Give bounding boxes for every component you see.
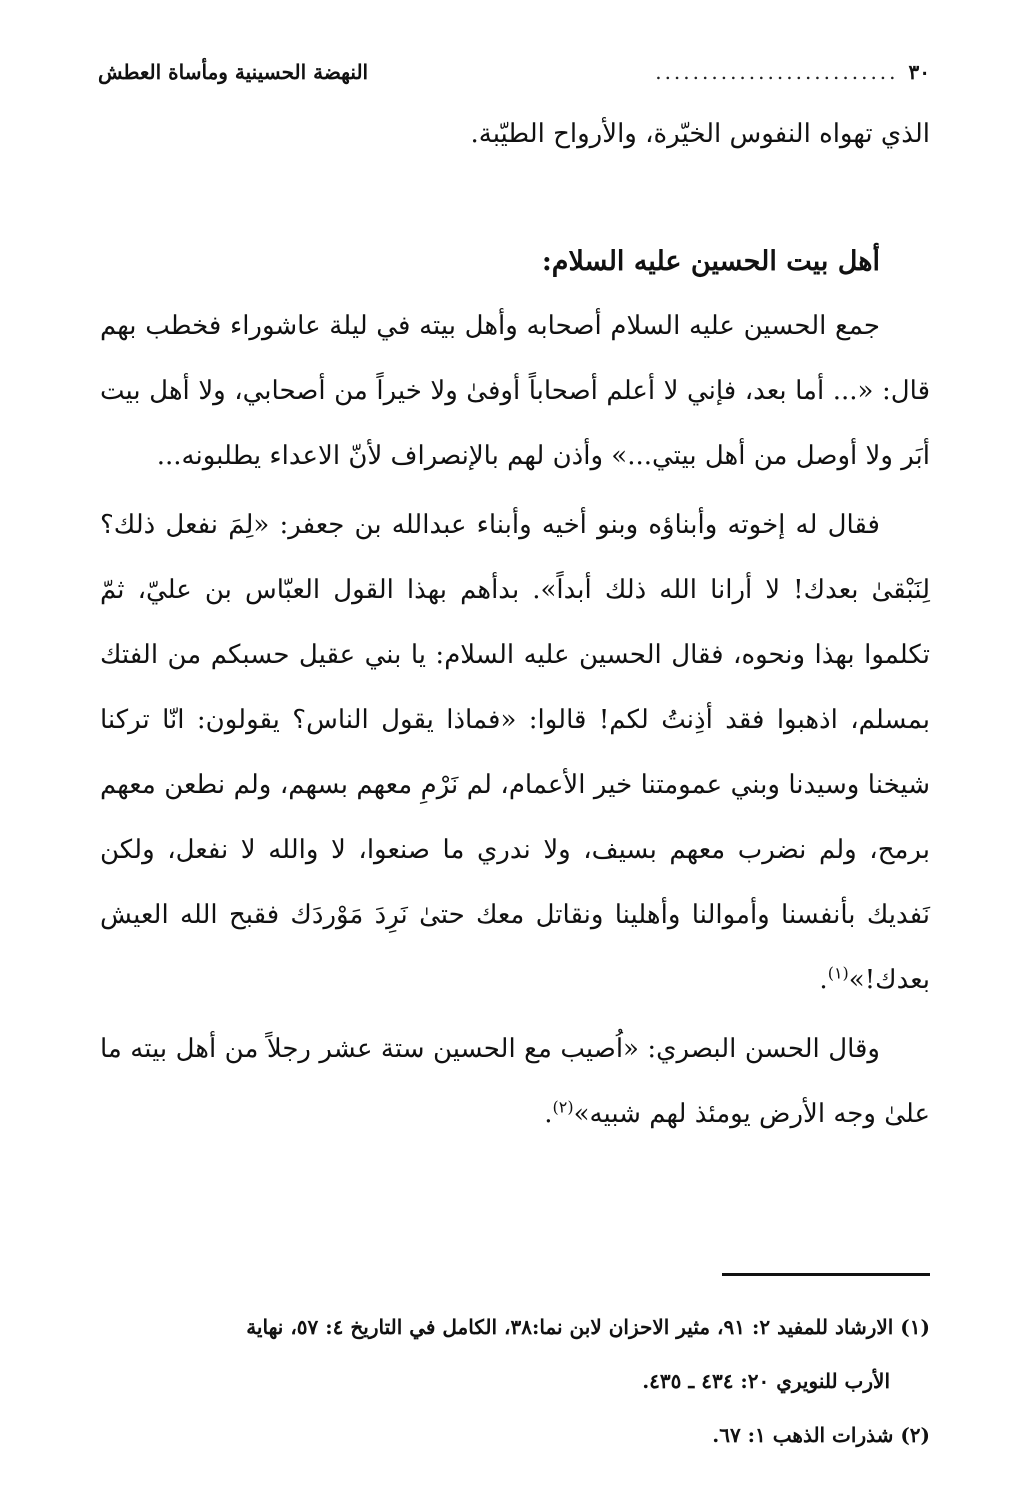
footnote-1-line-1: (١) الارشاد للمفيد ٢: ٩١، مثير الاحزان لابن نما:٣٨، الكامل في التاريخ ٤: ٥٧، نهاية — [246, 1315, 930, 1339]
opening-line: الذي تهواه النفوس الخيّرة، والأرواح الطيّبة. — [470, 119, 930, 149]
running-header — [98, 52, 930, 92]
footnote-2: (٢) شذرات الذهب ١: ٦٧. — [712, 1423, 930, 1447]
paragraph-3-text: وقال الحسن البصري: «اُصيب مع الحسين ستة عشر رجلاً من أهل بيته ما علىٰ وجه الأرض يومئذ لهم شبيه» — [100, 1034, 930, 1129]
footnote-marker-2[interactable]: (٢) — [552, 1097, 574, 1117]
spacer — [100, 167, 930, 229]
leader-dots: .......................... — [655, 60, 899, 84]
footnote-separator — [722, 1273, 930, 1276]
footnotes — [100, 1300, 930, 1462]
footnote-marker-1[interactable]: (١) — [827, 963, 849, 983]
section-heading: أهل بيت الحسين عليه السلام: — [541, 246, 880, 277]
page-number: ٣٠ — [908, 60, 930, 84]
paragraph-3: وقال الحسن البصري: «اُصيب مع الحسين ستة عشر رجلاً من أهل بيته ما علىٰ وجه الأرض يومئذ لهم شبيه»$^{(٢)}$. — [100, 1034, 930, 1129]
book-title: النهضة الحسينية ومأساة العطش — [98, 60, 369, 84]
footnote-1-line-2: الأرب للنويري ٢٠: ٤٣٤ ـ ٤٣٥. — [642, 1369, 890, 1393]
paragraph-2: فقال له إخوته وأبناؤه وبنو أخيه وأبناء عبدالله بن جعفر: «لِمَ نفعل ذلك؟ لِنَبْقىٰ بعدك! لا أرانا الله ذلك أبداً». بدأهم بهذا القول العبّاس بن عليّ، ثمّ تكلموا بهذا ونحوه، فقال الحسين عليه السلام: يا بني عقيل حسبكم من الفتك بمسلم، اذهبوا فقد أذِنتُ لكم! قالوا: «فماذا يقول الناس؟ يقولون: انّا تركنا شيخنا وسيدنا وبني عمومتنا خير الأعمام، لم نَرْمِ معهم بسهم، ولم نطعن معهم برمح، ولم نضرب معهم بسيف، ولا ندري ما صنعوا، لا والله لا نفعل، ولكن نَفديك بأنفسنا وأموالنا وأهلينا ونقاتل معك حتىٰ نَرِدَ مَوْردَك فقبح الله العيش بعدك!»$^{(١)}$. — [100, 510, 930, 995]
paragraph-1: جمع الحسين عليه السلام أصحابه وأهل بيته في ليلة عاشوراء فخطب بهم قال: «... أما بعد، فإني لا أعلم أصحاباً أوفىٰ ولا خيراً من أصحابي، ولا أهل بيت أبَر ولا أوصل من أهل بيتي...» وأذن لهم بالإنصراف لأنّ الاعداء يطلبونه... — [100, 311, 930, 471]
main-text — [100, 102, 930, 1147]
paragraph-2-text: فقال له إخوته وأبناؤه وبنو أخيه وأبناء عبدالله بن جعفر: «لِمَ نفعل ذلك؟ لِنَبْقىٰ بعدك! لا أرانا الله ذلك أبداً». بدأهم بهذا القول العبّاس بن عليّ، ثمّ تكلموا بهذا ونحوه، فقال الحسين عليه السلام: يا بني عقيل حسبكم من الفتك بمسلم، اذهبوا فقد أذِنتُ لكم! قالوا: «فماذا يقول الناس؟ يقولون: انّا تركنا شيخنا وسيدنا وبني عمومتنا خير الأعمام، لم نَرْمِ معهم بسهم، ولم نطعن معهم برمح، ولم نضرب معهم بسيف، ولا ندري ما صنعوا، لا والله لا نفعل، ولكن نَفديك بأنفسنا وأموالنا وأهلينا ونقاتل معك حتىٰ نَرِدَ مَوْردَك فقبح الله العيش بعدك!» — [100, 510, 930, 995]
